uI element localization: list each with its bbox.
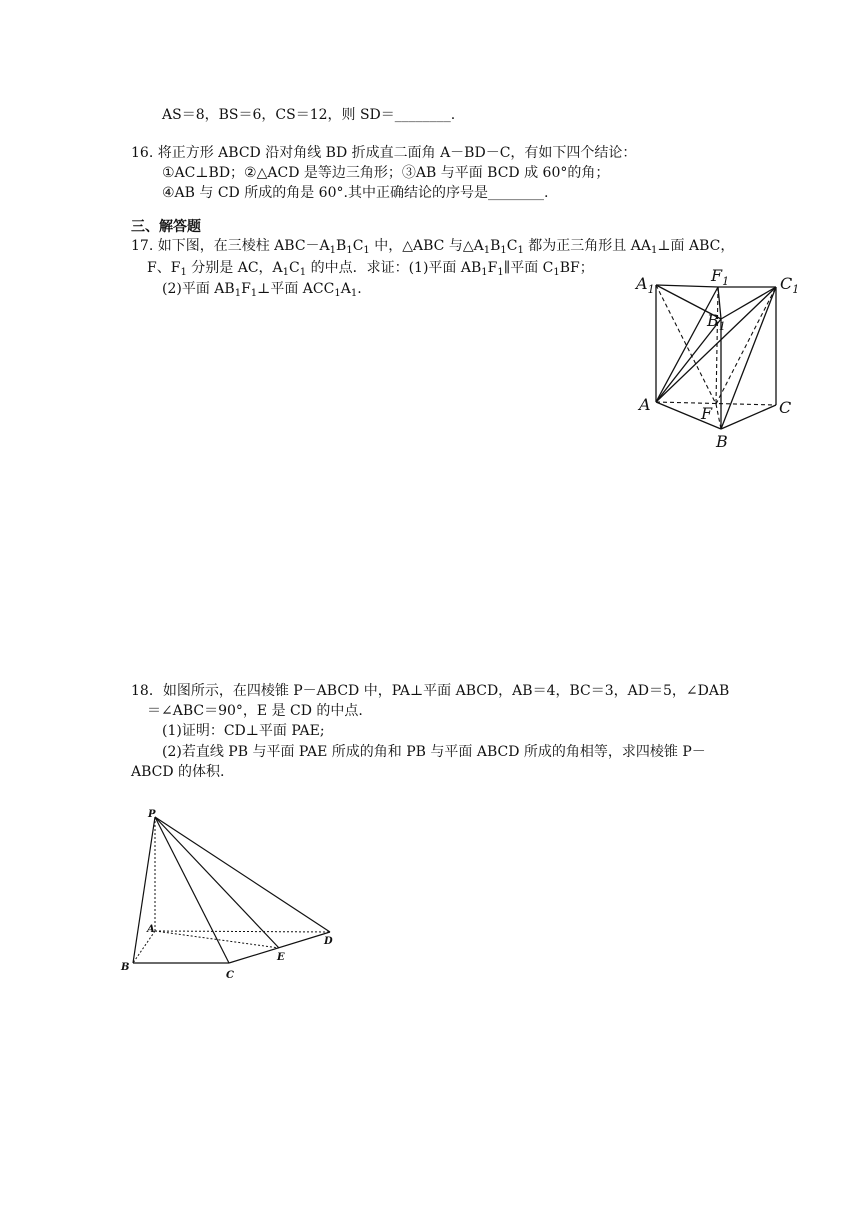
q17-label-F1: $F_1$: [711, 266, 730, 288]
section-title-solutions: 三、解答题: [131, 219, 201, 235]
q17-stem-line-1: 17. 如下图，在三棱柱 $ABC-A_1B_1C_1$ 中，△ABC 与$\triangle A_1B_1C_1$ 都为正三角形且 $AA_1\perp$面 ABC，: [131, 238, 735, 256]
q15-continuation: AS＝8，BS＝6，CS＝12，则 SD＝________.: [162, 107, 456, 123]
q18-label-P: P: [148, 809, 156, 820]
q18-stem-line-1: 18．如图所示，在四棱锥 P－ABCD 中，PA⊥平面 ABCD，AB＝4，BC＝3，AD＝5，∠DAB: [131, 683, 730, 699]
q18-part-1: (1)证明：CD⊥平面 PAE;: [162, 723, 325, 739]
q17-label-B1: $B_1$: [707, 311, 726, 333]
q17-stem-line-3: (2)平面 $AB_1F_1\perp$平面 $ACC_1A_1$.: [162, 281, 362, 299]
q18-label-E: E: [277, 952, 285, 963]
q17-label-A: A: [639, 395, 651, 414]
q16-stem: 16. 将正方形 ABCD 沿对角线 BD 折成直二面角 A－BD－C，有如下四个结论：: [131, 145, 637, 161]
q18-label-D: D: [324, 936, 333, 947]
q16-option-line-1: ①AC⊥BD；②△ACD 是等边三角形；③AB 与平面 BCD 成 60°的角；: [162, 165, 610, 181]
q17-prism-figure: [620, 260, 810, 460]
q18-part-2: (2)若直线 PB 与平面 PAE 所成的角和 PB 与平面 ABCD 所成的角相等，求四棱锥 P－: [162, 744, 706, 760]
q16-option-line-2: ④AB 与 CD 所成的角是 60°.其中正确结论的序号是________.: [162, 185, 549, 201]
q18-pyramid-figure: [115, 800, 355, 990]
q18-label-A: A: [147, 924, 155, 935]
q18-label-C: C: [226, 970, 234, 981]
q18-stem-line-2: ＝∠ABC＝90°，E 是 CD 的中点.: [147, 703, 363, 719]
q18-label-B: B: [121, 962, 130, 973]
q18-part-2-cont: ABCD 的体积.: [131, 764, 225, 780]
q17-stem-line-2: F、$F_1$ 分别是 AC，$A_1C_1$ 的中点．求证：(1)平面 $AB_1F_1\parallel$平面 $C_1BF$；: [147, 260, 594, 278]
q17-label-A1: $A_1$: [636, 274, 655, 296]
q17-label-B: B: [716, 432, 728, 451]
q17-label-F: F: [701, 404, 713, 423]
q17-label-C: C: [779, 398, 792, 417]
q17-label-C1: $C_1$: [780, 274, 800, 296]
